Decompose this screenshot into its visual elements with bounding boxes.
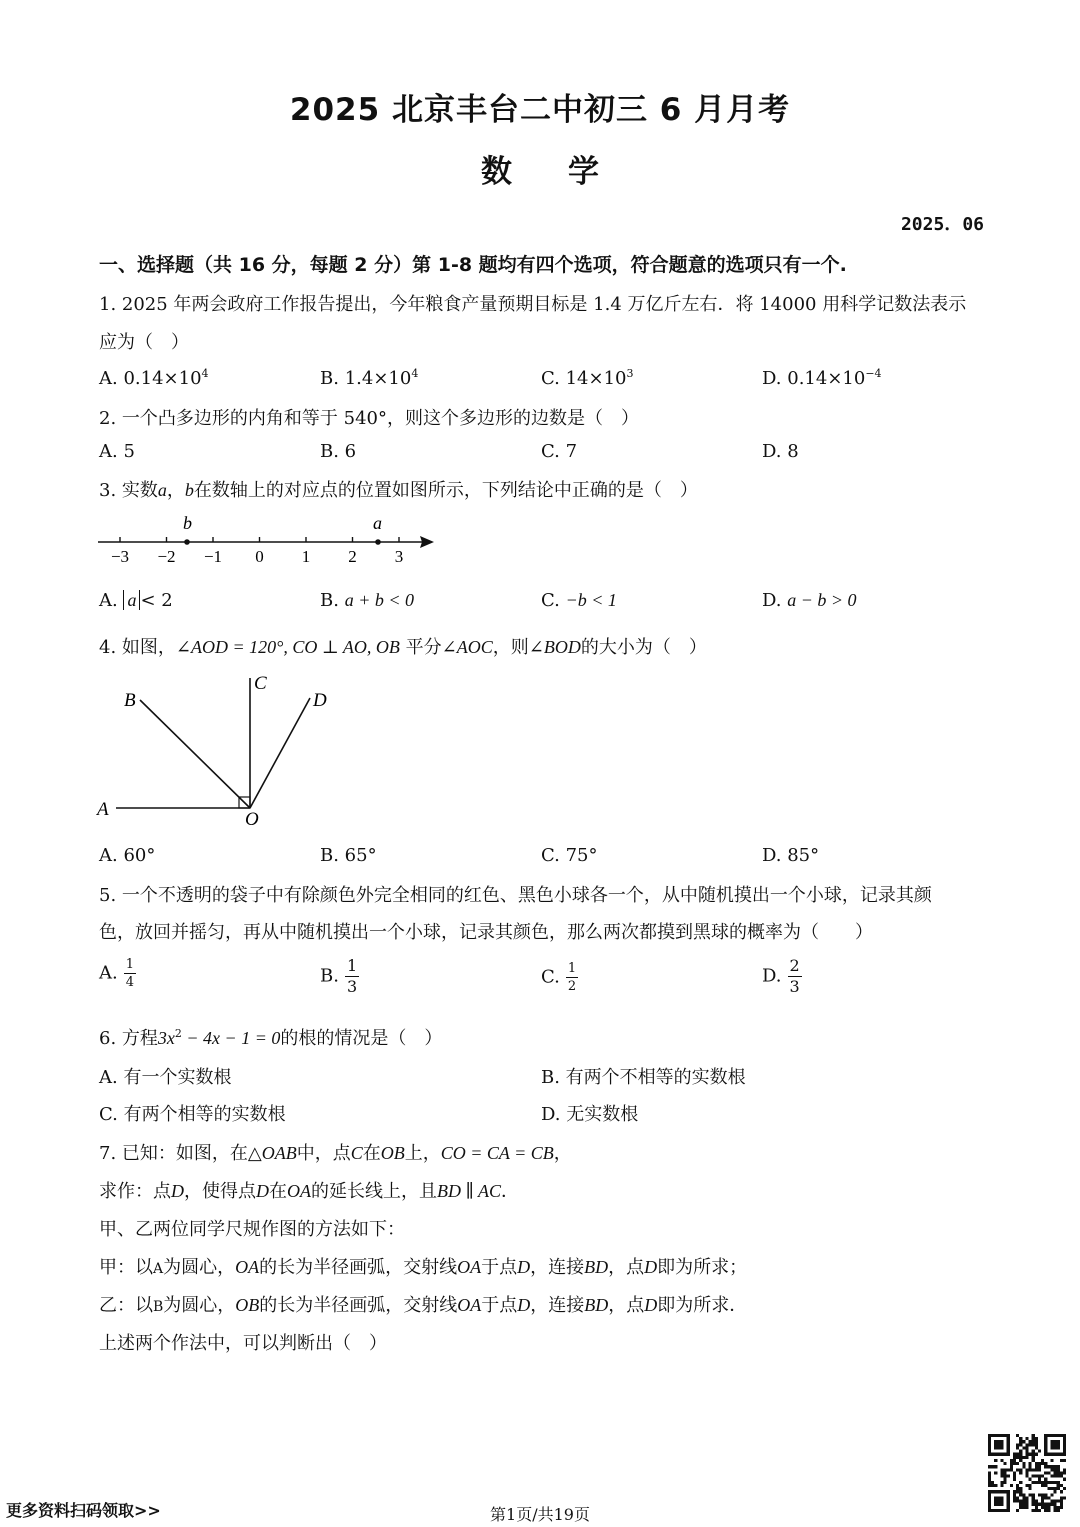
qr-code-icon[interactable] <box>988 1434 1066 1512</box>
q5-line-2: 色，放回并摇匀，再从中随机摸出一个小球，记录其颜色，那么两次都摸到黑球的概率为（ ） <box>99 922 873 943</box>
q2-option-d: D. 8 <box>762 441 799 462</box>
label-d: D <box>313 690 327 711</box>
q2-text: 2. 一个凸多边形的内角和等于 540°，则这个多边形的边数是（ ） <box>99 408 639 429</box>
axis-tick-label: 1 <box>301 547 311 566</box>
label-o: O <box>245 809 259 830</box>
q7-line-1: 7. 已知：如图，在△OAB中，点C在OB上，CO = CA = CB， <box>99 1143 572 1164</box>
q4-option-c: C. 75° <box>541 845 598 866</box>
q3-option-c: C. −b < 1 <box>541 590 617 611</box>
q7-line-5: 乙：以B为圆心，OB的长为半径画弧，交射线OA于点D，连接BD，点D即为所求． <box>99 1295 748 1316</box>
subject-title <box>0 146 1080 191</box>
q4-option-a: A. 60° <box>99 845 156 866</box>
number-line-figure <box>96 510 441 572</box>
page-number: 第1页/共19页 <box>490 1505 590 1524</box>
q1-option-b: B. $1.4\times 10^4$ <box>320 367 419 389</box>
q4-option-d: D. 85° <box>762 845 820 866</box>
axis-tick-label: −2 <box>157 547 176 566</box>
q7-line-2: 求作：点D，使得点D在OA的延长线上，且BD ∥ AC． <box>99 1181 519 1202</box>
q6-option-d: D. 无实数根 <box>541 1104 639 1125</box>
subject-char-1: 数 <box>481 154 512 190</box>
angle-figure <box>94 668 354 832</box>
point-a-label: a <box>373 513 382 533</box>
q3-option-d: D. a − b > 0 <box>762 590 857 611</box>
point-b-label: b <box>183 513 192 533</box>
label-b: B <box>124 690 136 711</box>
axis-arrow-icon <box>420 536 434 548</box>
point-b-dot <box>184 539 190 545</box>
q1-option-c: C. $14\times 10^3$ <box>541 367 634 389</box>
label-c: C <box>254 673 267 694</box>
exam-date: 2025．06 <box>900 214 984 235</box>
footer-promo-link[interactable]: 更多资料扫码领取>> <box>6 1501 161 1520</box>
axis-tick-label: −3 <box>110 547 130 566</box>
q3-option-a: A. a < 2 <box>99 590 173 611</box>
q1-option-a: A. $0.14\times 10^4$ <box>99 367 209 389</box>
axis-tick-label: 0 <box>255 547 264 566</box>
q7-line-3: 甲、乙两位同学尺规作图的方法如下： <box>99 1219 405 1240</box>
label-a: A <box>97 799 109 820</box>
ray-od <box>250 698 310 808</box>
ray-ob <box>140 700 250 808</box>
q1-option-d: D. $0.14\times 10^{-4}$ <box>762 367 882 389</box>
q5-line-1: 5. 一个不透明的袋子中有除颜色外完全相同的红色、黑色小球各一个，从中随机摸出一个小球，记录其颜 <box>99 885 932 906</box>
q5-option-b: B. $\frac{1}{3}$ <box>320 956 358 996</box>
q3-option-b: B. a + b < 0 <box>320 590 414 611</box>
q4-option-b: B. 65° <box>320 845 377 866</box>
q3-text: 3. 实数a，b在数轴上的对应点的位置如图所示，下列结论中正确的是（ ） <box>99 480 698 501</box>
q5-option-d: D. $\frac{2}{3}$ <box>762 956 800 996</box>
axis-tick-label: 2 <box>348 547 357 566</box>
q5-option-c: C. $\frac{1}{2}$ <box>541 961 577 994</box>
q6-option-c: C. 有两个相等的实数根 <box>99 1104 286 1125</box>
q2-option-c: C. 7 <box>541 441 578 462</box>
q6-text: 6. 方程$3x^2 - 4x - 1 = 0$的根的情况是（ ） <box>99 1027 443 1049</box>
page-title: 2025 北京丰台二中初三 6 月月考 <box>289 92 791 128</box>
q5-option-a: A. $\frac{1}{4}$ <box>99 957 135 990</box>
q2-option-a: A. 5 <box>99 441 135 462</box>
q7-line-4: 甲：以A为圆心，OA的长为半径画弧，交射线OA于点D，连接BD，点D即为所求； <box>99 1257 748 1278</box>
q7-line-6: 上述两个作法中，可以判断出（ ） <box>99 1333 387 1354</box>
q2-option-b: B. 6 <box>320 441 357 462</box>
axis-tick-label: 3 <box>394 547 404 566</box>
subject-char-2: 学 <box>568 154 599 190</box>
point-a-dot <box>375 539 381 545</box>
q1-line-2: 应为（ ） <box>99 332 189 353</box>
q4-text: 4. 如图，∠AOD = 120°, CO ⊥ AO, OB 平分∠AOC，则∠BOD的大小为（ ） <box>99 637 707 658</box>
q6-option-b: B. 有两个不相等的实数根 <box>541 1067 746 1088</box>
q1-line-1: 1. 2025 年两会政府工作报告提出，今年粮食产量预期目标是 1.4 万亿斤左右．将 14000 用科学记数法表示 <box>99 294 967 315</box>
axis-tick-label: −1 <box>203 547 223 566</box>
q6-option-a: A. 有一个实数根 <box>99 1067 232 1088</box>
section-heading: 一、选择题（共 16 分，每题 2 分）第 1-8 题均有四个选项，符合题意的选项只有一个. <box>99 254 847 276</box>
